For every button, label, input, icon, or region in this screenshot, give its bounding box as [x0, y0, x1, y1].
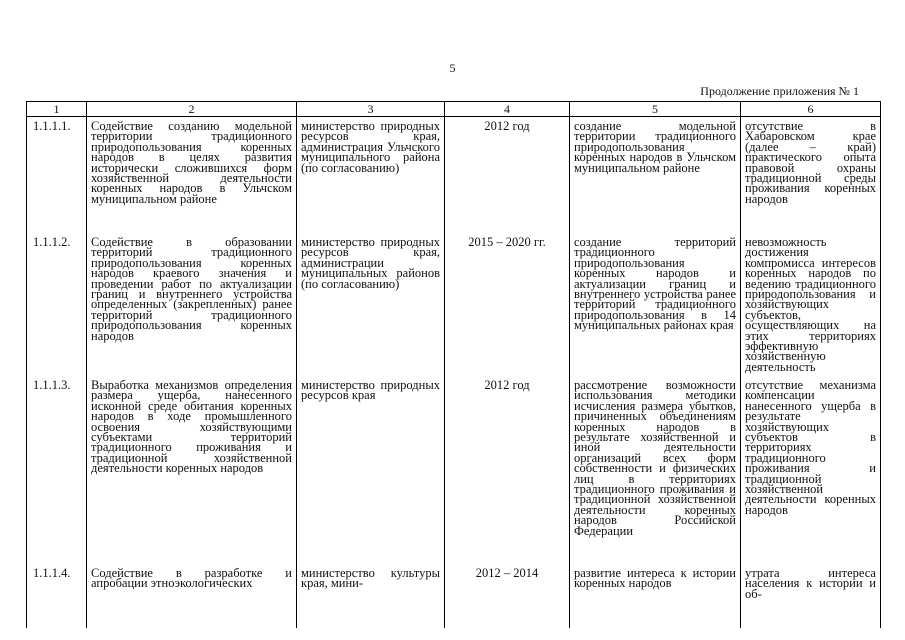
row-number: 1.1.1.3. [27, 376, 87, 564]
term-cell: 2012 – 2014 [445, 564, 570, 628]
row-number: 1.1.1.4. [27, 564, 87, 628]
column-header-3: 3 [297, 102, 445, 117]
measure-cell: Содействие в образовании территорий традиционного природопользования коренных народов краевого значения и проведении работ по актуализации границ и внутреннего устройства определенных (закрепленных) ранее территорий традиционного природопользования коренных народов [87, 233, 297, 376]
consequence-cell: отсутствие в Хабаровском крае (далее – край) практического опыта правовой охраны традиционной среды проживания коренных народов [741, 117, 881, 234]
measures-table [26, 101, 881, 628]
table-header-row [27, 102, 881, 117]
measure-cell: Содействие созданию модельной территории традиционного природопользования коренных народов в целях развития исторически сложившихся форм хозяйственной деятельности коренных народов в Ульчском муниципальном районе [87, 117, 297, 234]
table-row [27, 233, 881, 376]
consequence-cell: утрата интереса населения к истории и об- [741, 564, 881, 628]
term-cell: 2015 – 2020 гг. [445, 233, 570, 376]
column-header-2: 2 [87, 102, 297, 117]
term-cell: 2012 год [445, 117, 570, 234]
measure-cell: Выработка механизмов определения размера ущерба, нанесенного исконной среде обитания коренных народов в ходе промышленного освоения хозяйствующими субъектами территорий традиционного проживания и традиционной хозяйственной деятельности коренных народов [87, 376, 297, 564]
result-cell: рассмотрение возможности использования методики исчисления размера убытков, причиненных объединениям коренных народов в результате хозяйственной и иной деятельности организаций всех форм собственности и физических лиц в территориях традиционного проживания и традиционной хозяйственной деятельности коренных народов Российской Федерации [570, 376, 741, 564]
consequence-cell: невозможность достижения компромисса интересов коренных народов по ведению традиционного природопользования и хозяйствующих субъектов, осуществляющих на этих территориях эффективную хозяйственную деятельность [741, 233, 881, 376]
result-cell: создание территорий традиционного природопользования коренных народов и актуализации границ и внутреннего устройства ранее территорий традиционного природопользования в 14 муниципальных районах края [570, 233, 741, 376]
result-cell: создание модельной территории традиционного природопользования коренных народов в Ульчском муниципальном районе [570, 117, 741, 234]
term-cell: 2012 год [445, 376, 570, 564]
table-row [27, 117, 881, 234]
column-header-6: 6 [741, 102, 881, 117]
table-row [27, 564, 881, 628]
row-number: 1.1.1.2. [27, 233, 87, 376]
executor-cell: министерство культуры края, мини- [297, 564, 445, 628]
column-header-1: 1 [27, 102, 87, 117]
measure-cell: Содействие в разработке и апробации этноэкологических [87, 564, 297, 628]
appendix-continuation-label: Продолжение приложения № 1 [700, 84, 859, 98]
column-header-5: 5 [570, 102, 741, 117]
result-cell: развитие интереса к истории коренных народов [570, 564, 741, 628]
page-number: 5 [449, 61, 456, 75]
executor-cell: министерство природных ресурсов края [297, 376, 445, 564]
column-header-4: 4 [445, 102, 570, 117]
table-row [27, 376, 881, 564]
row-number: 1.1.1.1. [27, 117, 87, 234]
consequence-cell: отсутствие механизма компенсации нанесенного ущерба в результате хозяйствующих субъектов в территориях традиционного проживания и традиционной хозяйственной деятельности коренных народов [741, 376, 881, 564]
executor-cell: министерство природных ресурсов края, администрация Ульчского муниципального района (по согласованию) [297, 117, 445, 234]
executor-cell: министерство природных ресурсов края, администрации муниципальных районов (по согласованию) [297, 233, 445, 376]
